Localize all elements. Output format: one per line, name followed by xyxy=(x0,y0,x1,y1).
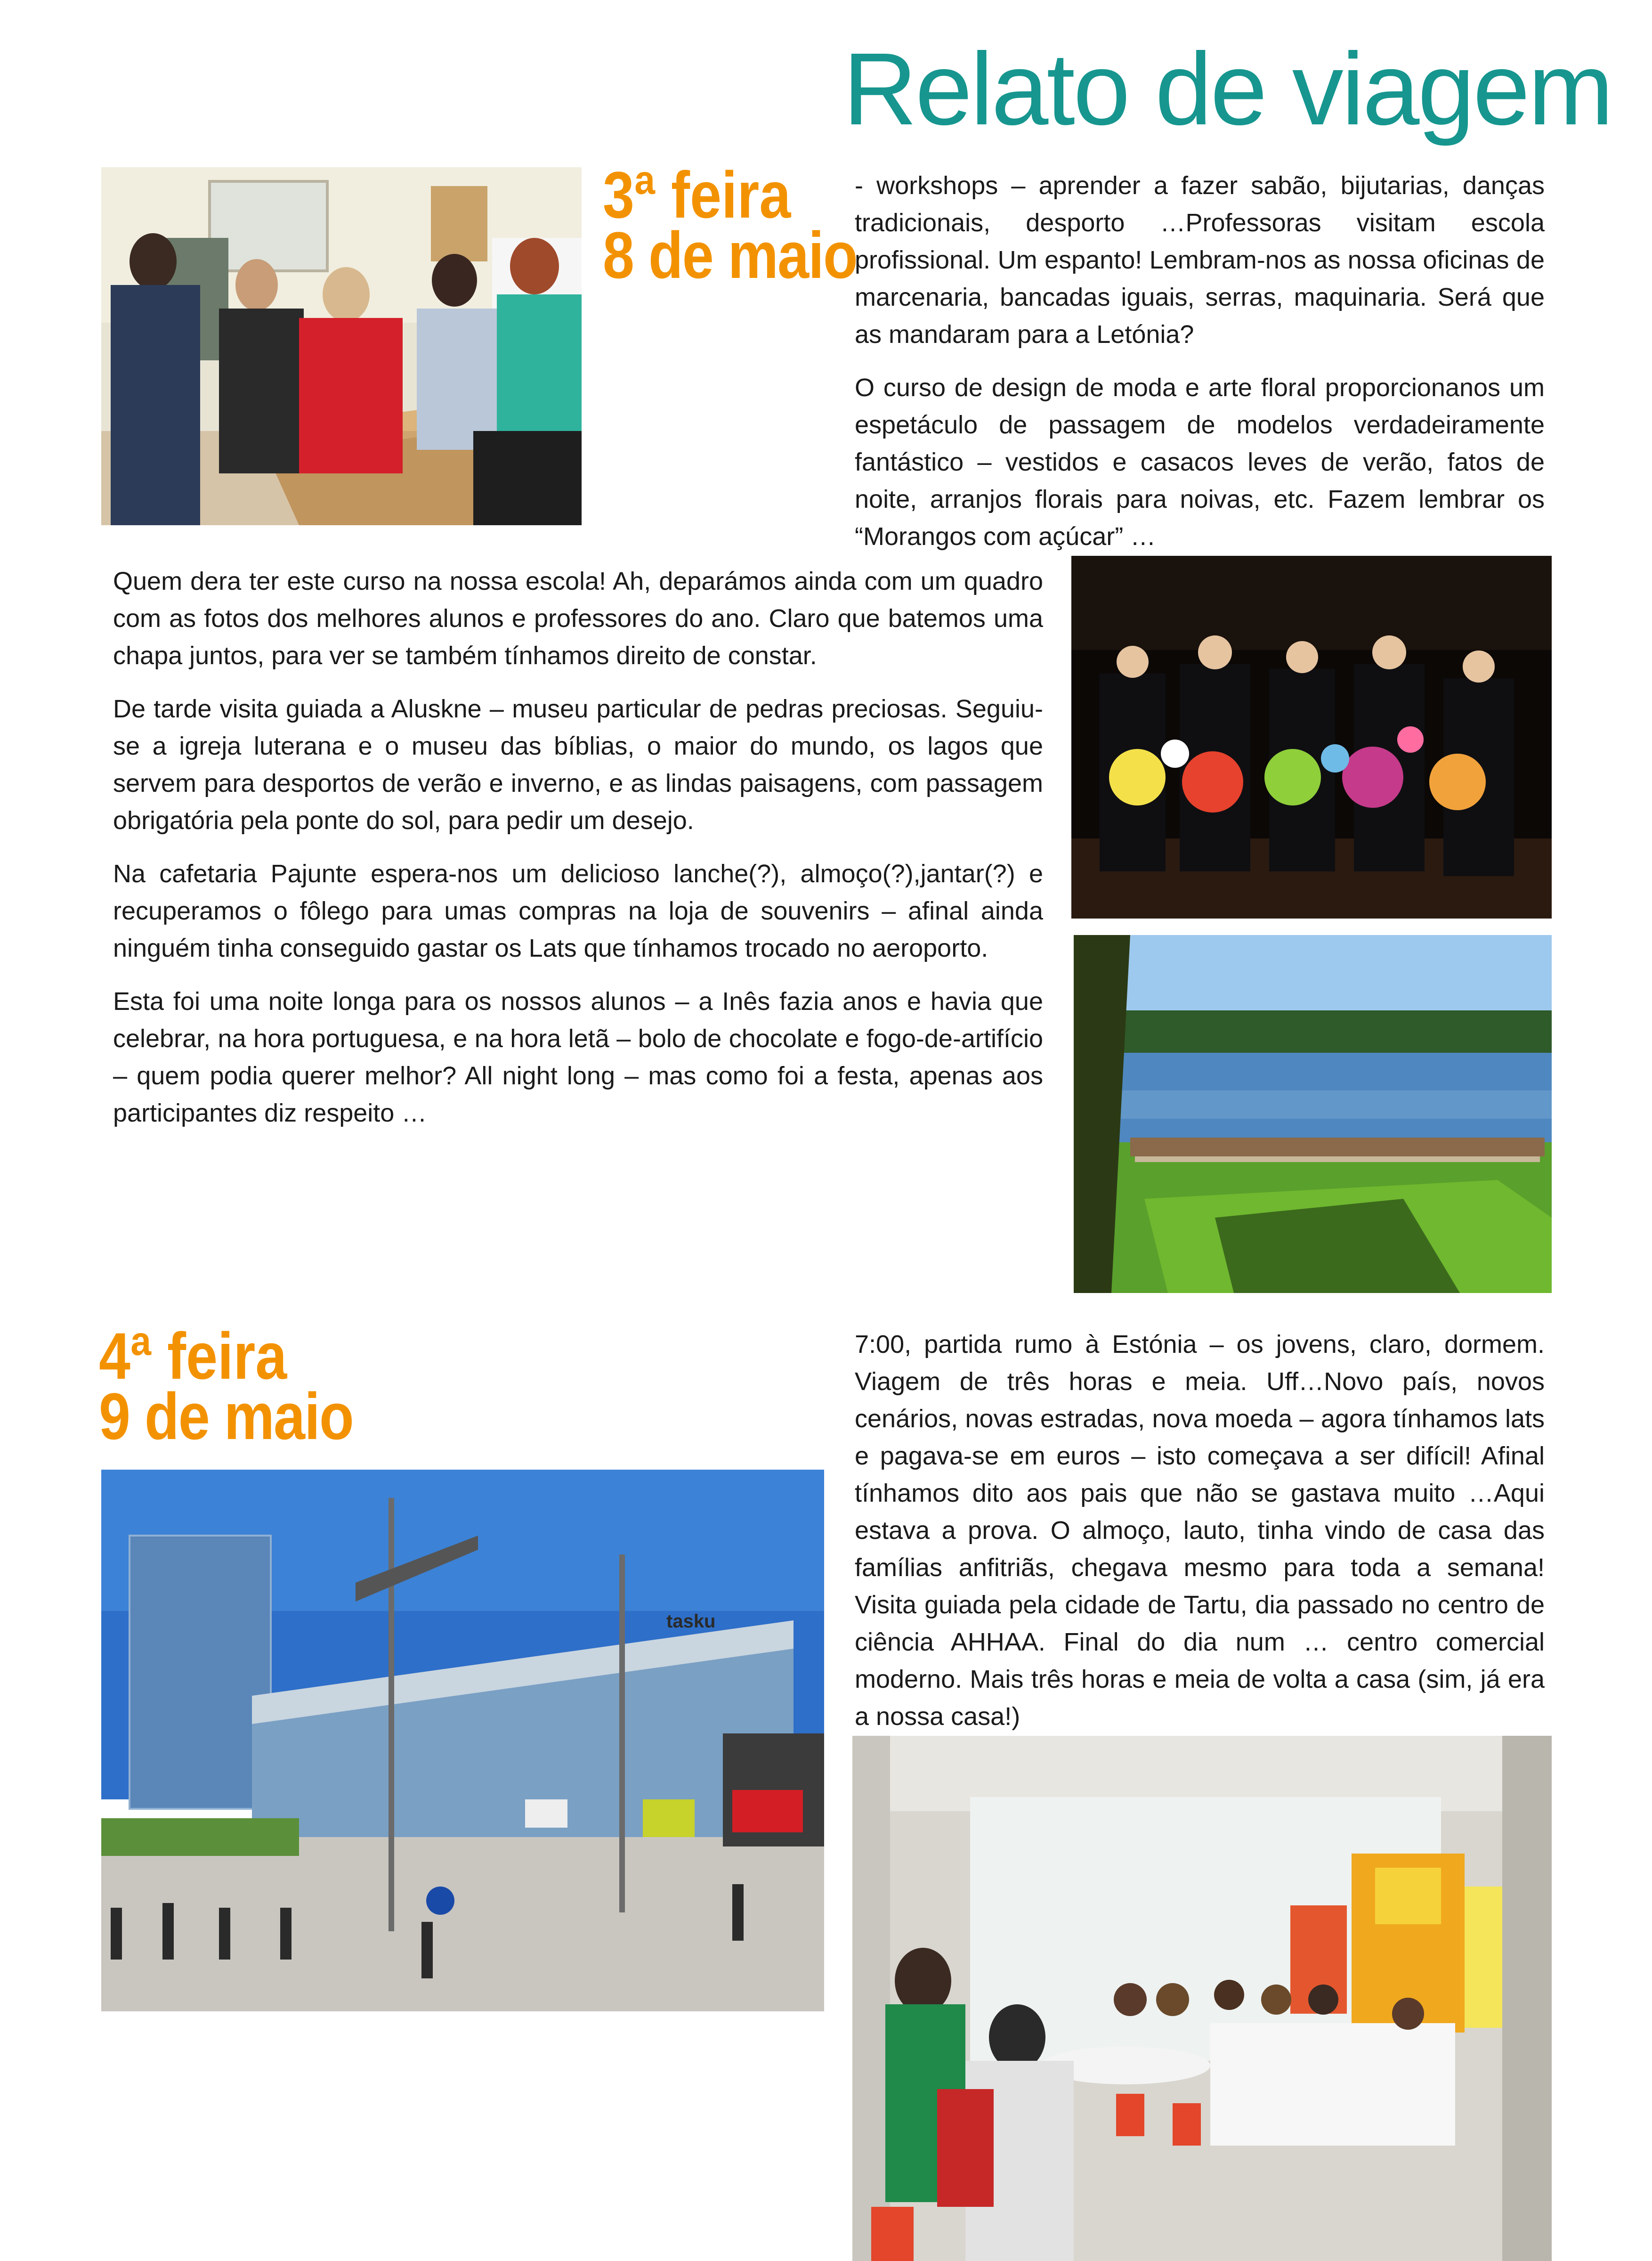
paragraph: 7:00, partida rumo à Estónia – os jovens, claro, dormem. Viagem de três horas e meia. Uff…Novo país, novos cenários, novas estradas, nova moeda – agora tínhamos lats e pagava-se em euros – isto começava a ser difícil! Afinal tínhamos dito aos pais que não se gastava muito …Aqui estava a prova. O almoço, lauto, tinha vindo de casa das famílias anfitriãs, chegava mesmo para toda a semana! Visita guiada pela cidade de Tartu, dia passado no centro de ciência AHHAA. Final do dia num … centro comercial moderno. Mais três horas e meia de volta a casa (sim, já era a nossa casa!) xyxy=(855,1330,1545,1731)
paragraph: Quem dera ter este curso na nossa escola! Ah, deparámos ainda com um quadro com as fotos dos melhores alunos e professores do ano. Claro que batemos uma chapa juntos, para ver se também tínhamos direito de constar. xyxy=(113,567,1043,670)
day1-left-text xyxy=(113,563,1043,1148)
page-title: Relato de viagem xyxy=(843,32,1612,146)
day-heading-tuesday xyxy=(603,158,857,292)
date-label: 9 de maio xyxy=(99,1379,353,1453)
weekday-label: 4ª feira xyxy=(99,1319,287,1393)
paragraph: Esta foi uma noite longa para os nossos alunos – a Inês fazia anos e havia que celebrar, na hora portuguesa, e na hora letã – bolo de chocolate e fogo-de-artifício – quem podia querer melhor? All night long – mas como foi a festa, apenas aos participantes diz respeito … xyxy=(113,987,1043,1127)
day2-text xyxy=(855,1326,1545,1751)
fashion-show-photo xyxy=(1071,556,1552,919)
lake-landscape-photo xyxy=(1074,935,1552,1293)
day-heading-wednesday xyxy=(99,1319,353,1453)
paragraph: - workshops – aprender a fazer sabão, bijutarias, danças tradicionais, desporto …Professoras visitam escola profissional. Um espanto! Lembram-nos as nossa oficinas de marcenaria, bancadas iguais, serras, maquinaria. Será que as mandaram para a Letónia? xyxy=(855,171,1545,349)
workshop-photo xyxy=(101,167,582,525)
paragraph: O curso de design de moda e arte floral proporcionanos um espetáculo de passagem de modelos verdadeiramente fantástico – vestidos e casacos leves de verão, fatos de noite, arranjos florais para noivas, etc. Fazem lembrar os “Morangos com açúcar” … xyxy=(855,374,1545,551)
day1-right-text xyxy=(855,167,1545,571)
shopping-center-photo xyxy=(101,1470,824,2011)
date-label: 8 de maio xyxy=(603,218,857,292)
paragraph: Na cafetaria Pajunte espera-nos um delicioso lanche(?), almoço(?),jantar(?) e recuperamos o fôlego para umas compras na loja de souvenirs – afinal ainda ninguém tinha conseguido gastar os Lats que tínhamos trocado no aeroporto. xyxy=(113,860,1043,962)
paragraph: De tarde visita guiada a Aluskne – museu particular de pedras preciosas. Seguiu-se a igreja luterana e o museu das bíblias, o maior do mundo, os lagos que servem para desportos de verão e inverno, e as lindas paisagens, com passagem obrigatória pela ponte do sol, para pedir um desejo. xyxy=(113,695,1043,835)
science-center-photo xyxy=(852,1736,1552,2261)
building-sign: tasku xyxy=(666,1611,716,1632)
weekday-label: 3ª feira xyxy=(603,158,791,232)
